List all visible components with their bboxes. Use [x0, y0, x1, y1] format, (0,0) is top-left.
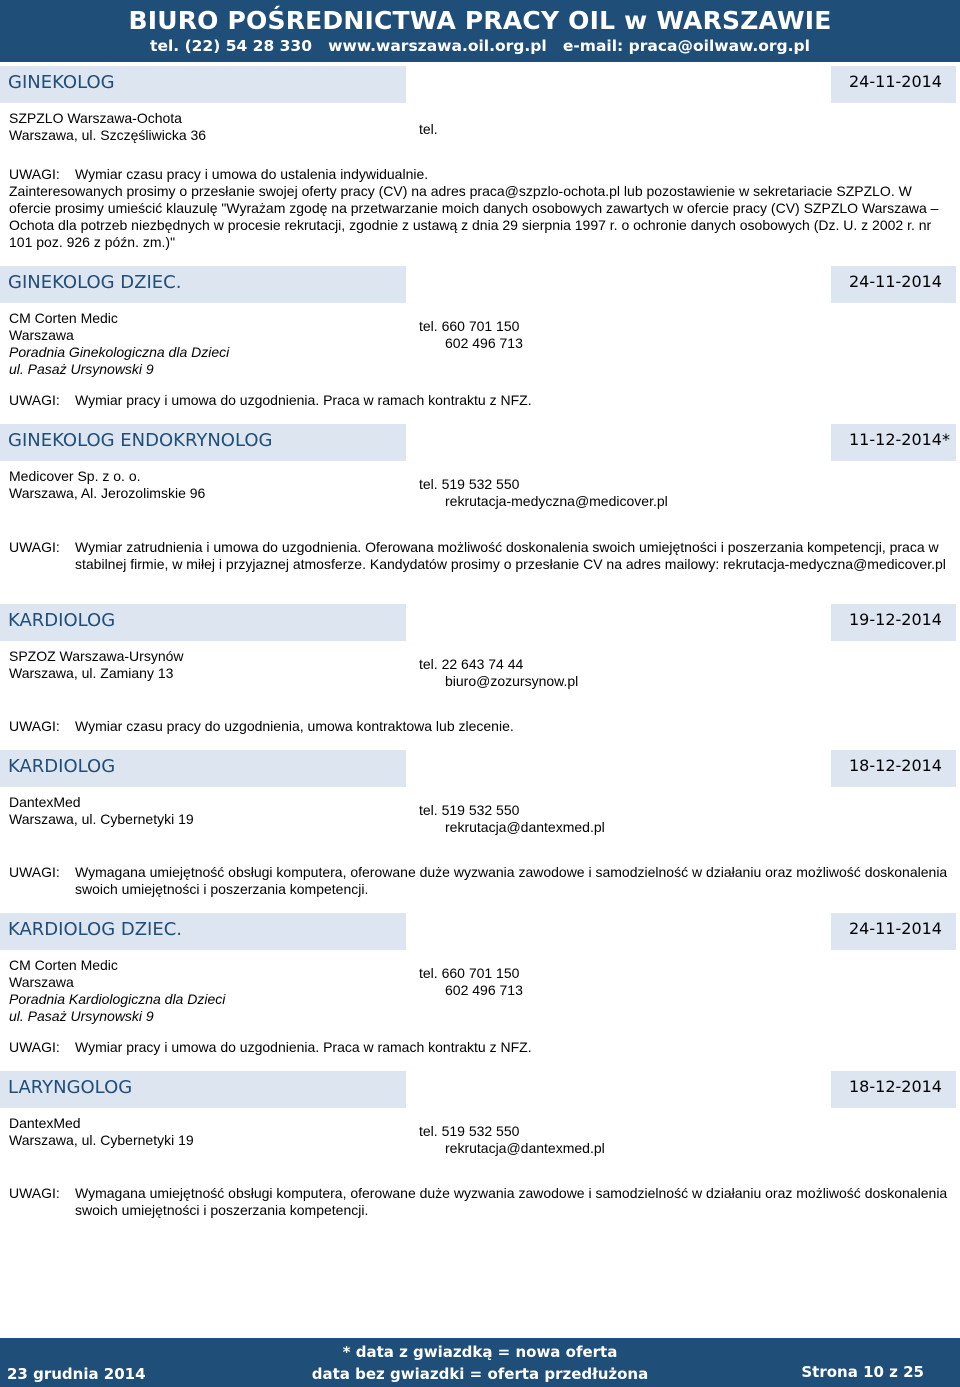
offer-date: 24-11-2014: [849, 72, 942, 91]
offer-date: 18-12-2014: [849, 756, 942, 775]
uwagi-block: [9, 718, 949, 735]
uwagi-block: [9, 392, 949, 409]
footer-page-number: Strona 10 z 25: [801, 1363, 924, 1381]
contact-email[interactable]: rekrutacja@dantexmed.pl: [445, 819, 605, 835]
header-contact: tel. (22) 54 28 330 www.warszawa.oil.org.pl e-mail: praca@oilwaw.org.pl: [150, 37, 810, 55]
offer-title-box: [0, 266, 406, 303]
offer-date-box: [831, 604, 956, 641]
employer-name: DantexMed: [9, 794, 81, 810]
employer-block: [9, 957, 225, 1025]
offer-date-box: [831, 750, 956, 787]
footer-legend: [300, 1341, 660, 1385]
employer-block: [9, 1115, 194, 1149]
contact-phone: tel. 519 532 550: [419, 1123, 520, 1139]
employer-block: [9, 794, 194, 828]
employer-address: Warszawa, Al. Jerozolimskie 96: [9, 485, 206, 501]
employer-name: SPZOZ Warszawa-Ursynów: [9, 648, 184, 664]
offer-date: 19-12-2014: [849, 610, 942, 629]
uwagi-text: Wymiar pracy i umowa do uzgodnienia. Praca w ramach kontraktu z NFZ.: [75, 1039, 532, 1055]
uwagi-label: UWAGI:: [9, 718, 60, 734]
offer-date: 24-11-2014: [849, 919, 942, 938]
uwagi-text: Wymagana umiejętność obsługi komputera, oferowane duże wyzwania zawodowe i samodzielność w działaniu oraz możliwość doskonalenia swoich umiejętności i poszerzania kompetencji.: [75, 1185, 948, 1218]
employer-city: Warszawa: [9, 974, 74, 990]
contact-phone: tel. 519 532 550: [419, 802, 520, 818]
uwagi-text: Wymiar czasu pracy do uzgodnienia, umowa kontraktowa lub zlecenie.: [75, 718, 514, 734]
uwagi-block: [9, 539, 949, 573]
uwagi-text: Wymiar zatrudnienia i umowa do uzgodnienia. Oferowana możliwość doskonalenia swoich umiejętności i poszerzania kompetencji, praca w stabilnej firmie, w miłej i przyjaznej atmosferze. Kandydatów prosimy o przesłanie CV na adres mailowy: rekrutacja-medyczna@medicover.pl: [75, 539, 946, 572]
contact-block: [419, 318, 523, 352]
employer-name: CM Corten Medic: [9, 310, 118, 326]
uwagi-label: UWAGI:: [9, 392, 60, 408]
contact-phone: tel. 660 701 150: [419, 965, 520, 981]
employer-unit: Poradnia Ginekologiczna dla Dzieci: [9, 344, 230, 360]
offer-title-box: [0, 604, 406, 641]
offer-title-box: [0, 424, 406, 461]
offer-title-box: [0, 66, 406, 103]
offer-title: LARYNGOLOG: [8, 1077, 133, 1098]
employer-block: [9, 468, 205, 502]
employer-name: CM Corten Medic: [9, 957, 118, 973]
offer-title: GINEKOLOG ENDOKRYNOLOG: [8, 430, 273, 451]
uwagi-label: UWAGI:: [9, 166, 60, 182]
contact-phone-2: 602 496 713: [445, 982, 523, 998]
offer-date: 18-12-2014: [849, 1077, 942, 1096]
footer-legend-new: * data z gwiazdką = nowa oferta: [342, 1343, 618, 1361]
offer-date-box: [831, 424, 956, 461]
contact-email[interactable]: biuro@zozursynow.pl: [445, 673, 579, 689]
employer-address: Warszawa, ul. Zamiany 13: [9, 665, 174, 681]
uwagi-block: [9, 1039, 949, 1056]
offer-title-box: [0, 750, 406, 787]
employer-address: Warszawa, ul. Cybernetyki 19: [9, 1132, 194, 1148]
uwagi-label: UWAGI:: [9, 864, 60, 880]
uwagi-block: [9, 1185, 949, 1219]
uwagi-label: UWAGI:: [9, 1039, 60, 1055]
offer-date-box: [831, 266, 956, 303]
offer-title-box: [0, 1071, 406, 1108]
employer-address: Warszawa, ul. Cybernetyki 19: [9, 811, 194, 827]
employer-block: [9, 110, 206, 144]
contact-email[interactable]: rekrutacja-medyczna@medicover.pl: [445, 493, 668, 509]
employer-name: DantexMed: [9, 1115, 81, 1131]
contact-block: [419, 965, 523, 999]
employer-block: [9, 648, 184, 682]
contact-block: [419, 656, 578, 690]
uwagi-block: [9, 864, 949, 898]
contact-email[interactable]: rekrutacja@dantexmed.pl: [445, 1140, 605, 1156]
offer-date-box: [831, 66, 956, 103]
contact-block: [419, 1123, 605, 1157]
offer-date-box: [831, 913, 956, 950]
uwagi-label: UWAGI:: [9, 539, 60, 555]
contact-block: [419, 802, 605, 836]
contact-phone: tel.: [419, 121, 438, 137]
contact-phone: tel. 22 643 74 44: [419, 656, 524, 672]
footer-legend-extended: data bez gwiazdki = oferta przedłużona: [311, 1365, 649, 1383]
offer-title: KARDIOLOG: [8, 610, 116, 631]
footer-date: 23 grudnia 2014: [7, 1365, 146, 1383]
employer-unit: Poradnia Kardiologiczna dla Dzieci: [9, 991, 226, 1007]
page-footer: [0, 1338, 960, 1387]
employer-address: ul. Pasaż Ursynowski 9: [9, 361, 154, 377]
uwagi-text: Wymiar czasu pracy i umowa do ustalenia indywidualnie.: [75, 166, 429, 182]
uwagi-label: UWAGI:: [9, 1185, 60, 1201]
uwagi-text: Wymagana umiejętność obsługi komputera, oferowane duże wyzwania zawodowe i samodzielność w działaniu oraz możliwość doskonalenia swoich umiejętności i poszerzania kompetencji.: [75, 864, 948, 897]
employer-name: Medicover Sp. z o. o.: [9, 468, 141, 484]
contact-block: [419, 121, 438, 138]
offer-date: 11-12-2014*: [849, 430, 950, 449]
offer-title: GINEKOLOG DZIEC.: [8, 272, 182, 293]
employer-address: Warszawa, ul. Szczęśliwicka 36: [9, 127, 207, 143]
uwagi-block: [9, 166, 949, 251]
offer-title-box: [0, 913, 406, 950]
offer-title: GINEKOLOG: [8, 72, 115, 93]
employer-block: [9, 310, 229, 378]
uwagi-text-2: Zainteresowanych prosimy o przesłanie swojej oferty pracy (CV) na adres praca@szpzlo-ochota.pl lub pozostawienie w sekretariacie SZPZLO. W ofercie prosimy umieścić klauzulę "Wyrażam zgodę na przetwarzanie moich danych osobowych zawartych w ofercie pracy (CV) SZPZLO Warszawa – Ochota dla potrzeb niezbędnych w procesie rekrutacji, zgodnie z ustawą z dnia 29 sierpnia 1997 r. o ochronie danych osobowych (Dz. U. z 2002 r. nr 101 poz. 926 z późn. zm.)": [9, 183, 939, 250]
offer-title: KARDIOLOG DZIEC.: [8, 919, 183, 940]
page-header: [0, 0, 960, 62]
offer-date-box: [831, 1071, 956, 1108]
employer-city: Warszawa: [9, 327, 74, 343]
offer-title: KARDIOLOG: [8, 756, 116, 777]
contact-phone-2: 602 496 713: [445, 335, 523, 351]
offer-date: 24-11-2014: [849, 272, 942, 291]
employer-name: SZPZLO Warszawa-Ochota: [9, 110, 182, 126]
uwagi-text: Wymiar pracy i umowa do uzgodnienia. Praca w ramach kontraktu z NFZ.: [75, 392, 532, 408]
contact-phone: tel. 660 701 150: [419, 318, 520, 334]
contact-block: [419, 476, 668, 510]
employer-address: ul. Pasaż Ursynowski 9: [9, 1008, 154, 1024]
header-title: BIURO POŚREDNICTWA PRACY OIL w WARSZAWIE: [128, 6, 832, 35]
contact-phone: tel. 519 532 550: [419, 476, 520, 492]
